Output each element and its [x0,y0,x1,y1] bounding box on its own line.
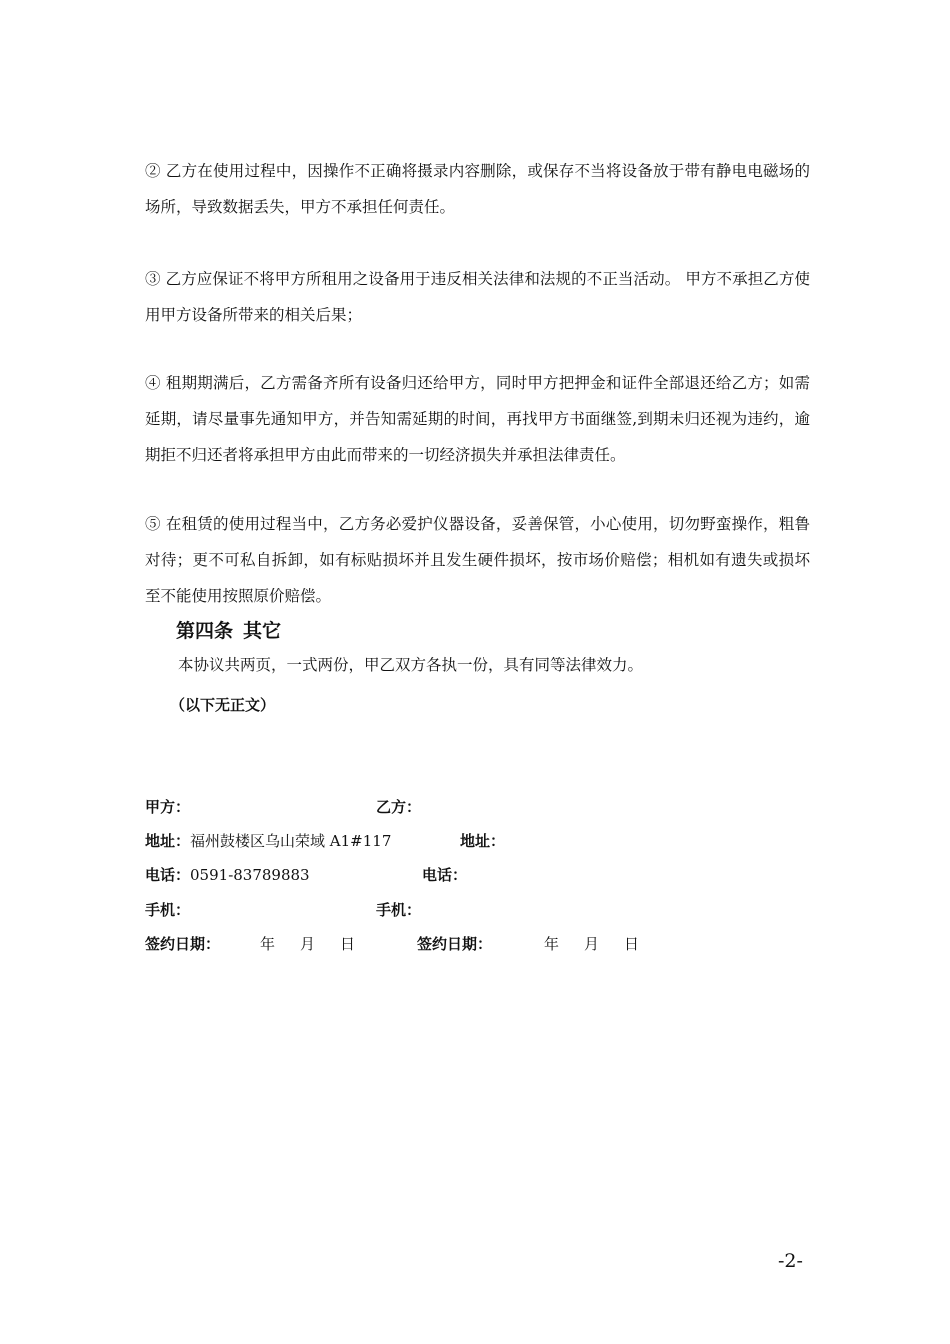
section-4-heading [176,616,281,643]
end-note: （以下无正文） [170,696,276,714]
party-a-day: 日 [340,935,356,953]
party-b-month: 月 [584,935,600,953]
clause-4: ④ 租期期满后，乙方需备齐所有设备归还给甲方，同时甲方把押金和证件全部退还给乙方；如需延期，请尽量事先通知甲方，并告知需延期的时间，再找甲方书面继签,到期未归还视为违约，逾期拒不归还者将承担甲方由此而带来的一切经济损失并承担法律责任。 [145,374,810,464]
party-a-label: 甲方： [145,798,191,816]
party-b-mobile-label: 手机： [376,901,422,919]
party-a-address-value: 福州鼓楼区乌山荣域 A1#117 [190,832,392,850]
party-a-month: 月 [300,935,316,953]
clause-2: ② 乙方在使用过程中，因操作不正确将摄录内容删除，或保存不当将设备放于带有静电电磁场的场所，导致数据丢失，甲方不承担任何责任。 [145,162,810,216]
party-b-day: 日 [624,935,640,953]
section-4-title: 其它 [243,620,282,642]
clause-3: ③ 乙方应保证不将甲方所租用之设备用于违反相关法律和法规的不正当活动。 甲方不承担乙方使用甲方设备所带来的相关后果； [145,270,810,324]
party-a-date-label: 签约日期： [145,935,221,953]
party-b-date-label: 签约日期： [417,935,493,953]
section-4-text: 本协议共两页，一式两份，甲乙双方各执一份，具有同等法律效力。 [178,656,644,674]
party-a-date-fields [260,934,355,954]
party-b-phone-label: 电话： [422,866,468,884]
page-number: -2- [778,1250,803,1272]
party-b-year: 年 [544,935,560,953]
party-a-address-label: 地址： [145,832,191,850]
section-4-number: 第四条 [176,620,234,642]
party-a-year: 年 [260,935,276,953]
party-b-label: 乙方： [376,798,422,816]
party-a-mobile-label: 手机： [145,901,191,919]
party-a-phone-label: 电话： [145,866,191,884]
party-b-address-label: 地址： [460,832,506,850]
party-b-date-fields [544,934,639,954]
party-a-phone-value: 0591-83789883 [190,866,310,884]
clause-5: ⑤ 在租赁的使用过程当中，乙方务必爱护仪器设备，妥善保管，小心使用，切勿野蛮操作，粗鲁对待；更不可私自拆卸，如有标贴损坏并且发生硬件损坏，按市场价赔偿；相机如有遗失或损坏至不能使用按照原价赔偿。 [145,515,810,605]
party-a-address [145,831,391,851]
party-a-phone [145,865,310,885]
